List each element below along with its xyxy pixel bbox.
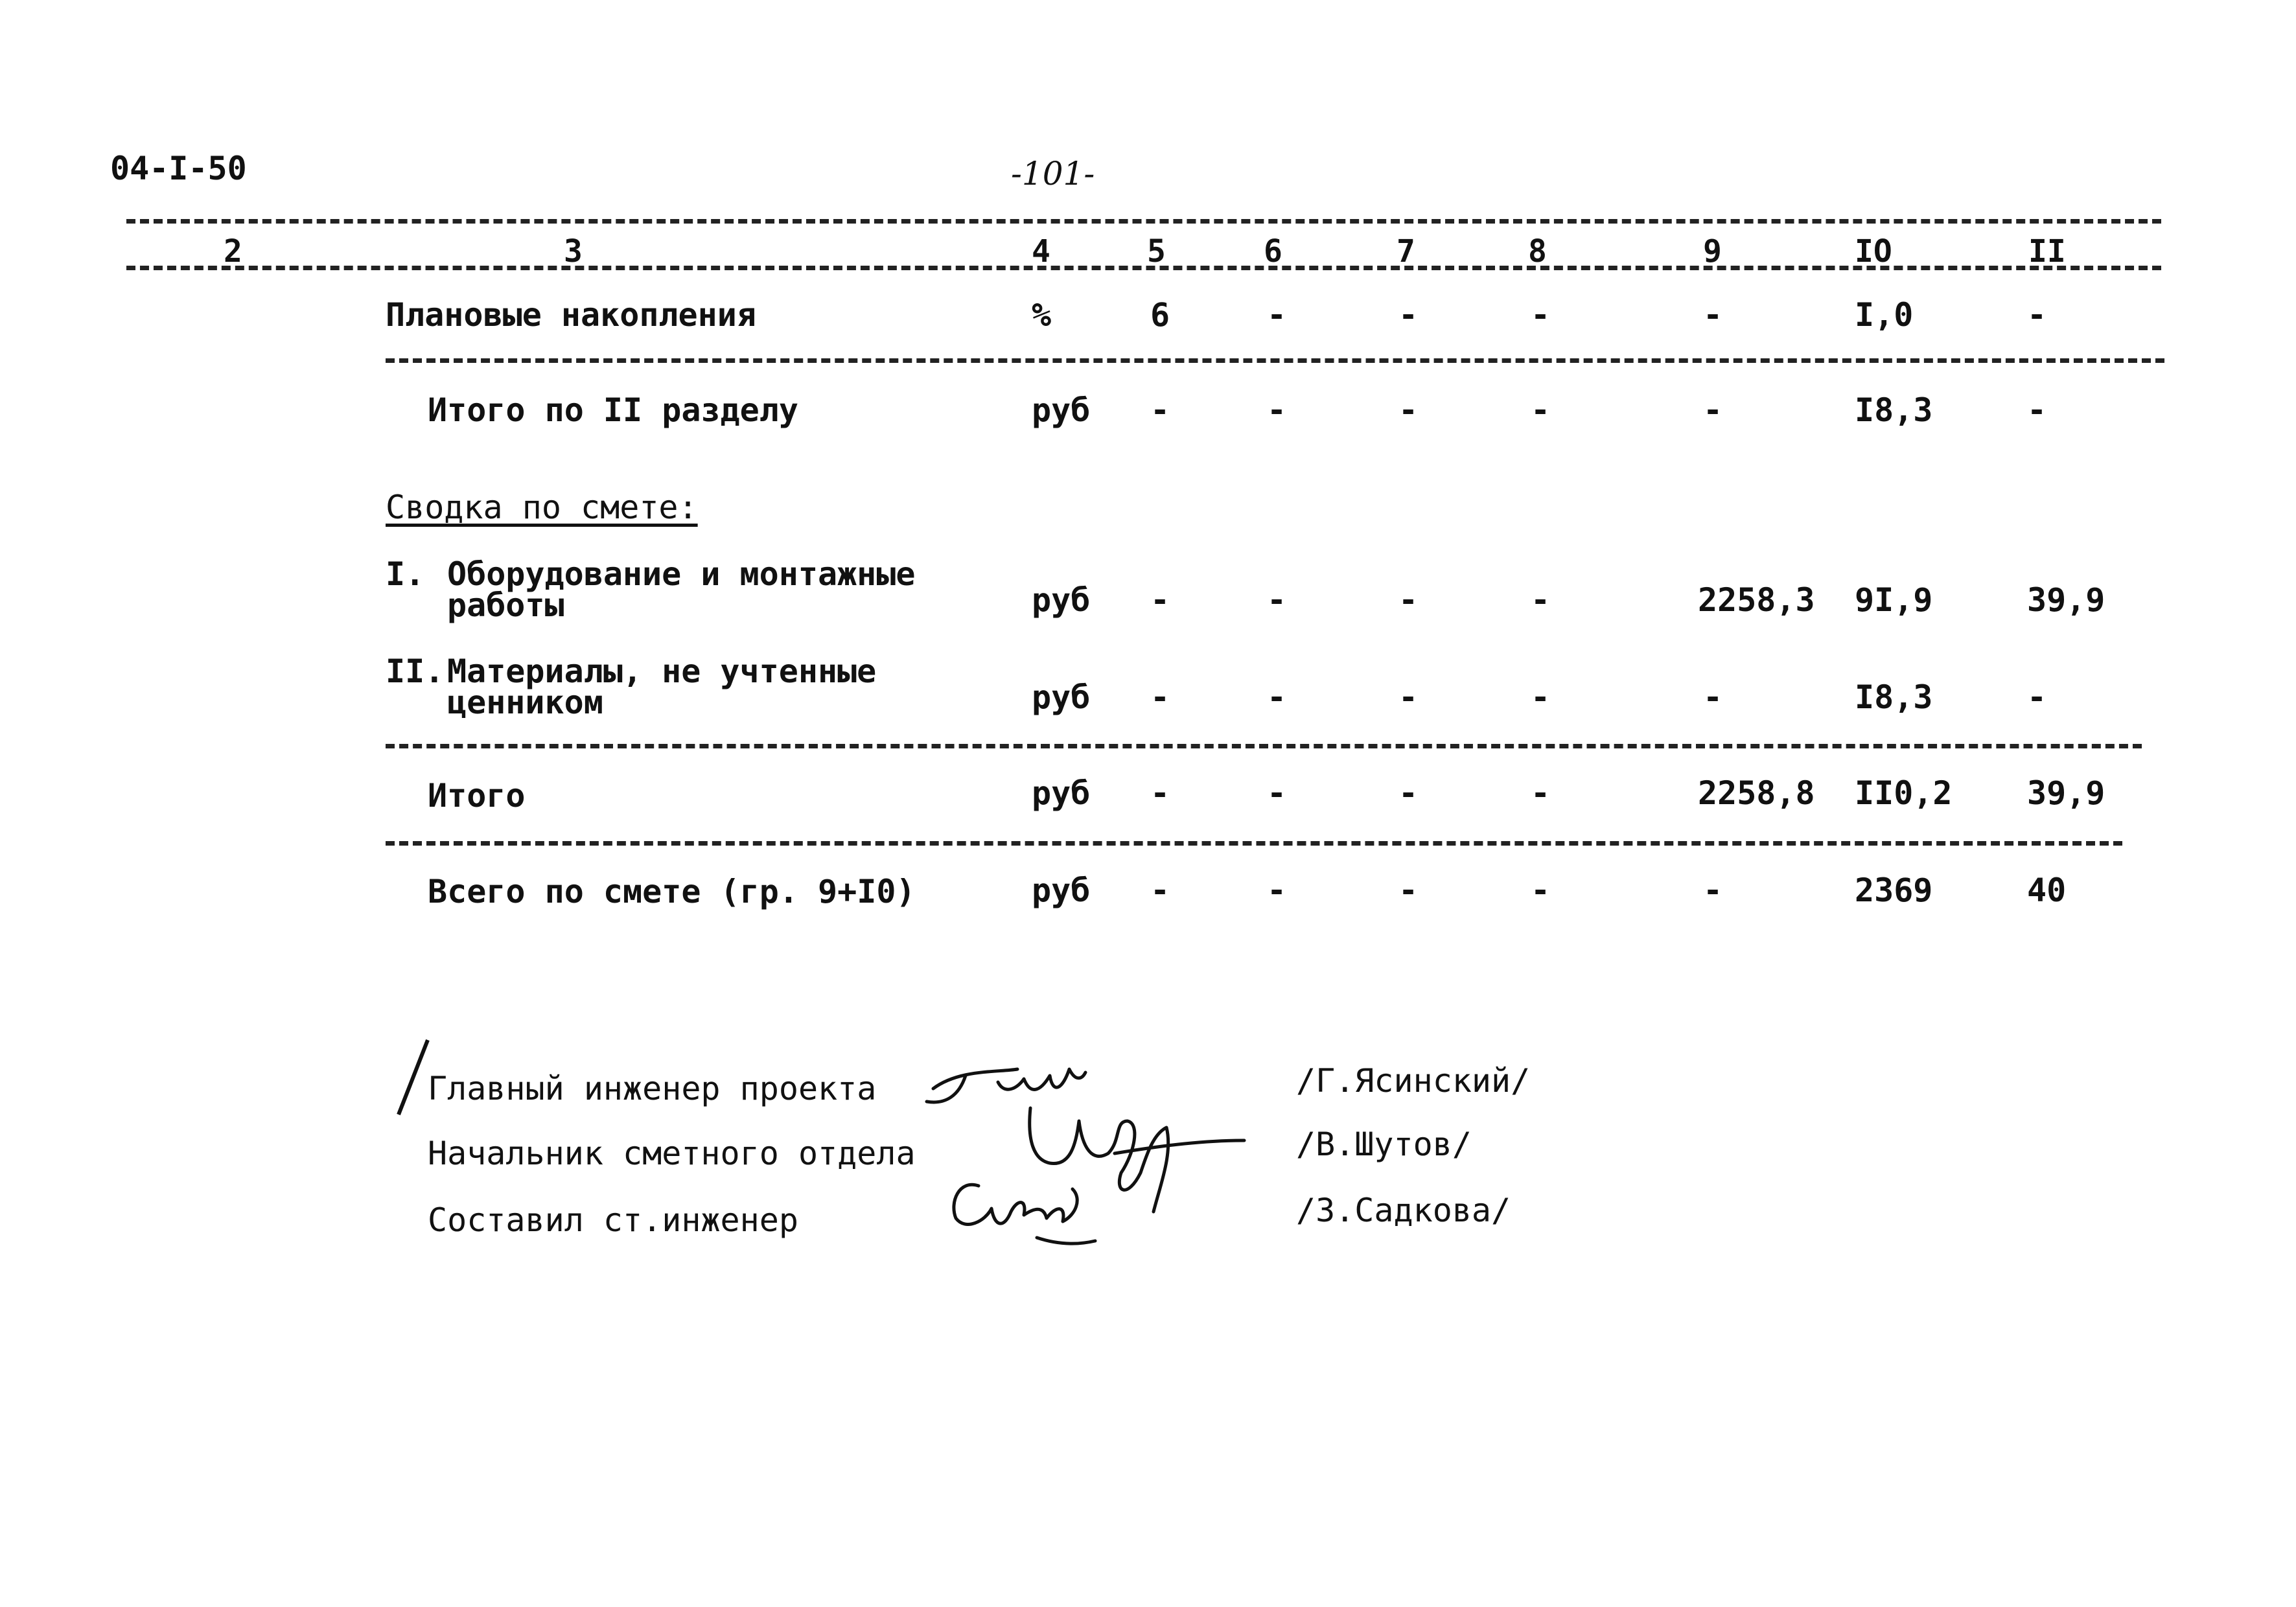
cell-col7: - (1398, 774, 1419, 812)
item-label-line1: Оборудование и монтажные (447, 555, 916, 593)
item-label-line1: Материалы, не учтенные (447, 653, 877, 690)
row-label: Плановые накопления (386, 296, 756, 334)
col-header-5: 5 (1147, 233, 1166, 270)
cell-col7: - (1398, 581, 1419, 619)
item-label-line2: работы (447, 586, 564, 624)
row-unit: руб (1032, 391, 1091, 429)
cell-col10: 9I,9 (1855, 581, 1933, 619)
row-label: Итого по II разделу (428, 391, 798, 429)
cell-col9: - (1703, 872, 1723, 909)
cell-col7: - (1398, 391, 1419, 429)
cell-col11: 39,9 (2027, 774, 2105, 812)
cell-col8: - (1531, 872, 1551, 909)
cell-col8: - (1531, 678, 1551, 716)
document-code: 04-I-50 (110, 150, 247, 187)
cell-col5: - (1150, 581, 1170, 619)
cell-col8: - (1531, 774, 1551, 812)
cell-col9: 2258,3 (1698, 581, 1815, 619)
cell-col7: - (1398, 296, 1419, 334)
header-bottom-rule (126, 266, 2161, 270)
cell-col6: - (1267, 774, 1287, 812)
cell-col5: 6 (1150, 296, 1170, 334)
cell-col5: - (1150, 872, 1170, 909)
cell-col10: II0,2 (1855, 774, 1953, 812)
signature-name: /З.Садкова/ (1296, 1192, 1511, 1229)
col-header-6: 6 (1264, 233, 1282, 270)
row-unit: руб (1032, 581, 1091, 619)
row-unit: руб (1032, 678, 1091, 716)
cell-col6: - (1267, 391, 1287, 429)
cell-col5: - (1150, 391, 1170, 429)
cell-col8: - (1531, 581, 1551, 619)
page-number: -101- (1011, 155, 1095, 192)
col-header-8: 8 (1528, 233, 1547, 270)
header-top-rule (126, 219, 2161, 224)
col-header-10: IO (1855, 233, 1892, 270)
col-header-2: 2 (224, 233, 242, 270)
cell-col7: - (1398, 678, 1419, 716)
row-unit: руб (1032, 872, 1091, 909)
summary-heading: Сводка по смете: (386, 489, 698, 526)
cell-col9: - (1703, 678, 1723, 716)
item-number: I. (386, 555, 425, 593)
signature-name: /В.Шутов/ (1296, 1126, 1472, 1163)
cell-col9: - (1703, 391, 1723, 429)
item-label-line2: ценником (447, 684, 603, 721)
cell-col10: I8,3 (1855, 391, 1933, 429)
row-divider (386, 841, 2122, 846)
cell-col11: - (2027, 296, 2047, 334)
row-divider (386, 744, 2142, 748)
item-number: II. (386, 653, 445, 690)
col-header-7: 7 (1397, 233, 1415, 270)
cell-col5: - (1150, 774, 1170, 812)
cell-col6: - (1267, 581, 1287, 619)
col-header-9: 9 (1703, 233, 1722, 270)
col-header-3: 3 (564, 233, 583, 270)
cell-col6: - (1267, 678, 1287, 716)
signature-title: Главный инженер проекта (428, 1070, 877, 1107)
cell-col10: 2369 (1855, 872, 1933, 909)
cell-col7: - (1398, 872, 1419, 909)
signature-name: /Г.Ясинский/ (1296, 1062, 1531, 1100)
handwritten-signature (920, 1043, 1283, 1257)
cell-col6: - (1267, 872, 1287, 909)
cell-col9: 2258,8 (1698, 774, 1815, 812)
col-header-11: II (2028, 233, 2066, 270)
signature-title: Начальник сметного отдела (428, 1135, 916, 1172)
cell-col8: - (1531, 391, 1551, 429)
row-unit: % (1032, 296, 1052, 334)
cell-col5: - (1150, 678, 1170, 716)
row-unit: руб (1032, 774, 1091, 812)
row-label: Всего по смете (гр. 9+I0) (428, 873, 916, 910)
cell-col11: 40 (2027, 872, 2067, 909)
cell-col8: - (1531, 296, 1551, 334)
row-label: Итого (428, 777, 526, 815)
col-header-4: 4 (1032, 233, 1050, 270)
cell-col10: I,0 (1855, 296, 1914, 334)
cell-col11: - (2027, 678, 2047, 716)
cell-col6: - (1267, 296, 1287, 334)
cell-col9: - (1703, 296, 1723, 334)
cell-col10: I8,3 (1855, 678, 1933, 716)
cell-col11: 39,9 (2027, 581, 2105, 619)
row-divider (386, 358, 2164, 363)
cell-col11: - (2027, 391, 2047, 429)
signature-title: Составил ст.инженер (428, 1201, 798, 1239)
